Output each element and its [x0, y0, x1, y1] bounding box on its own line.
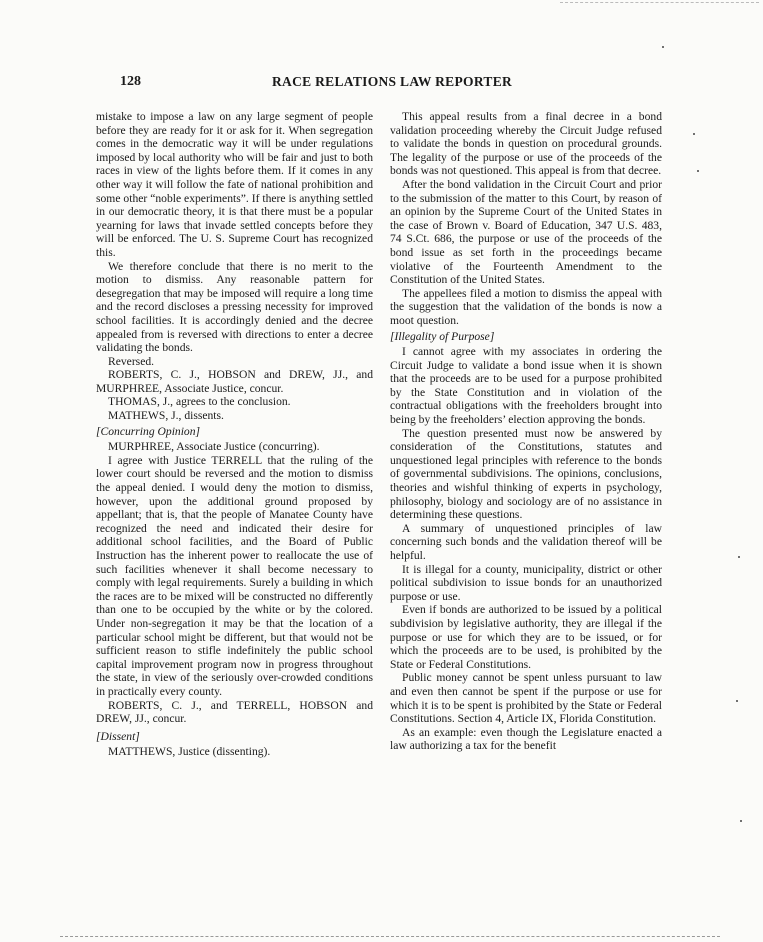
paragraph: mistake to impose a law on any large segment of people before they are ready for it or ask for it. When segregation comes in the democratic way it will be under regulations imposed by local authority who will be fair and just to both races in view of the lights before them. If it comes in any other way it will follow the fate of national prohibition and some other “noble experiments”. If there is anything settled in our democratic theory, it is that there must be a popular yearning for laws that invade settled concepts before they will be enforced. The U. S. Supreme Court has recognized this.: [96, 110, 373, 259]
section-heading: [Dissent]: [96, 729, 140, 743]
running-title: RACE RELATIONS LAW REPORTER: [272, 74, 513, 89]
paragraph: After the bond validation in the Circuit Court and prior to the submission of the matter to this Court, by reason of an opinion by the Supreme Court of the United States in the case of Brown v. Board of Education, 347 U.S. 483, 74 S.Ct. 686, the purpose or use of the proceeds of the bond issue as set forth in the proceedings became violative of the Fourteenth Amendment to the Constitution of the United States.: [390, 177, 662, 287]
concurrence-line: ROBERTS, C. J., and TERRELL, HOBSON and DREW, JJ., concur.: [96, 698, 373, 726]
paragraph: Public money cannot be spent unless pursuant to law and even then cannot be spent if the purpose or use for which it is to be spent is prohibited by the State or Federal Constitutions. Section 4, Article IX, Florida Constitution.: [390, 671, 662, 726]
paragraph: The question presented must now be answered by consideration of the Constitutions, statutes and unquestioned legal principles with reference to the bonds of governmental subdivisions. The opinions, conclusions, theories and wishful thinking of experts in psychology, philosophy, biology and sociology are of no assistance in determining these questions.: [390, 426, 662, 522]
scan-speck: [740, 820, 742, 822]
page-number: 128: [120, 74, 141, 89]
disposition: Reversed.: [108, 354, 155, 368]
paragraph: We therefore conclude that there is no merit to the motion to dismiss. Any reasonable pattern for desegregation that may be imposed will require a long time and the record discloses a pressing necessity for improved school facilities. It is accordingly denied and the decree appealed from is reversed with directions to enter a decree validating the bonds.: [96, 259, 373, 355]
section-heading: [Illegality of Purpose]: [390, 329, 495, 343]
paragraph: As an example: even though the Legislature enacted a law authorizing a tax for the benefit: [390, 725, 662, 753]
scan-speck: [736, 700, 738, 702]
scan-speck: [662, 46, 664, 48]
paragraph: The appellees filed a motion to dismiss the appeal with the suggestion that the validation of the bonds is now a moot question.: [390, 286, 662, 327]
scan-speck: [697, 170, 699, 172]
opinion-author: MATTHEWS, Justice (dissenting).: [108, 745, 271, 759]
concurrence-line: THOMAS, J., agrees to the conclusion.: [108, 395, 291, 409]
dissent-line: MATHEWS, J., dissents.: [108, 409, 224, 423]
paragraph: A summary of unquestioned principles of law concerning such bonds and the validation thereof will be helpful.: [390, 521, 662, 562]
bottom-edge-rule: [60, 936, 720, 937]
paragraph: Even if bonds are authorized to be issued by a political subdivision by legislative authority, they are illegal if the purpose or use for which they are to be issued, or for which the proceeds are to be used, is prohibited by the State or Federal Constitutions.: [390, 603, 662, 671]
paragraph: I agree with Justice TERRELL that the ruling of the lower court should be reversed and the motion to dismiss the appeal denied. I would deny the motion to dismiss, however, upon the additional ground proposed by appellant; that is, that the people of Manatee County have recognized the need and indicated their desire for additional school facilities, and the Board of Public Instruction has the inherent power to reallocate the use of such facilities whenever it shall become necessary to comply with legal requirements. Surely a building in which the races are to be mixed will be constructed no differently than one to be occupied by the white or by the colored. Under non-segregation it may be that the location of a particular school might be different, but that would not be sufficient reason to stifle indefinitely the public school capital improvement program now in progress throughout the state, in view of the seriously over-crowded conditions in practically every county.: [96, 453, 373, 698]
paragraph: This appeal results from a final decree in a bond validation proceeding whereby the Circuit Judge refused to validate the bonds in question on procedural grounds. The legality of the purpose or use of the proceeds of the bonds was not questioned. This appeal is from that decree.: [390, 110, 662, 178]
scan-speck: [693, 133, 695, 135]
section-heading: [Concurring Opinion]: [96, 424, 201, 438]
scan-speck: [738, 556, 740, 558]
top-edge-rule: [560, 2, 759, 3]
right-column: [390, 110, 662, 753]
paragraph: It is illegal for a county, municipality, district or other political subdivision to issue bonds for an unauthorized purpose or use.: [390, 562, 662, 603]
left-column: [96, 110, 373, 759]
paragraph: I cannot agree with my associates in ordering the Circuit Judge to validate a bond issue when it is shown that the proceeds are to be used for a purpose prohibited by the State Constitution and in violation of the contractual obligations with the freeholders brought into being by the freeholders’ election approving the bonds.: [390, 345, 662, 427]
concurrence-line: ROBERTS, C. J., HOBSON and DREW, JJ., and MURPHREE, Associate Justice, concur.: [96, 368, 373, 395]
opinion-author: MURPHREE, Associate Justice (concurring).: [108, 440, 320, 454]
page-header: [112, 74, 668, 92]
